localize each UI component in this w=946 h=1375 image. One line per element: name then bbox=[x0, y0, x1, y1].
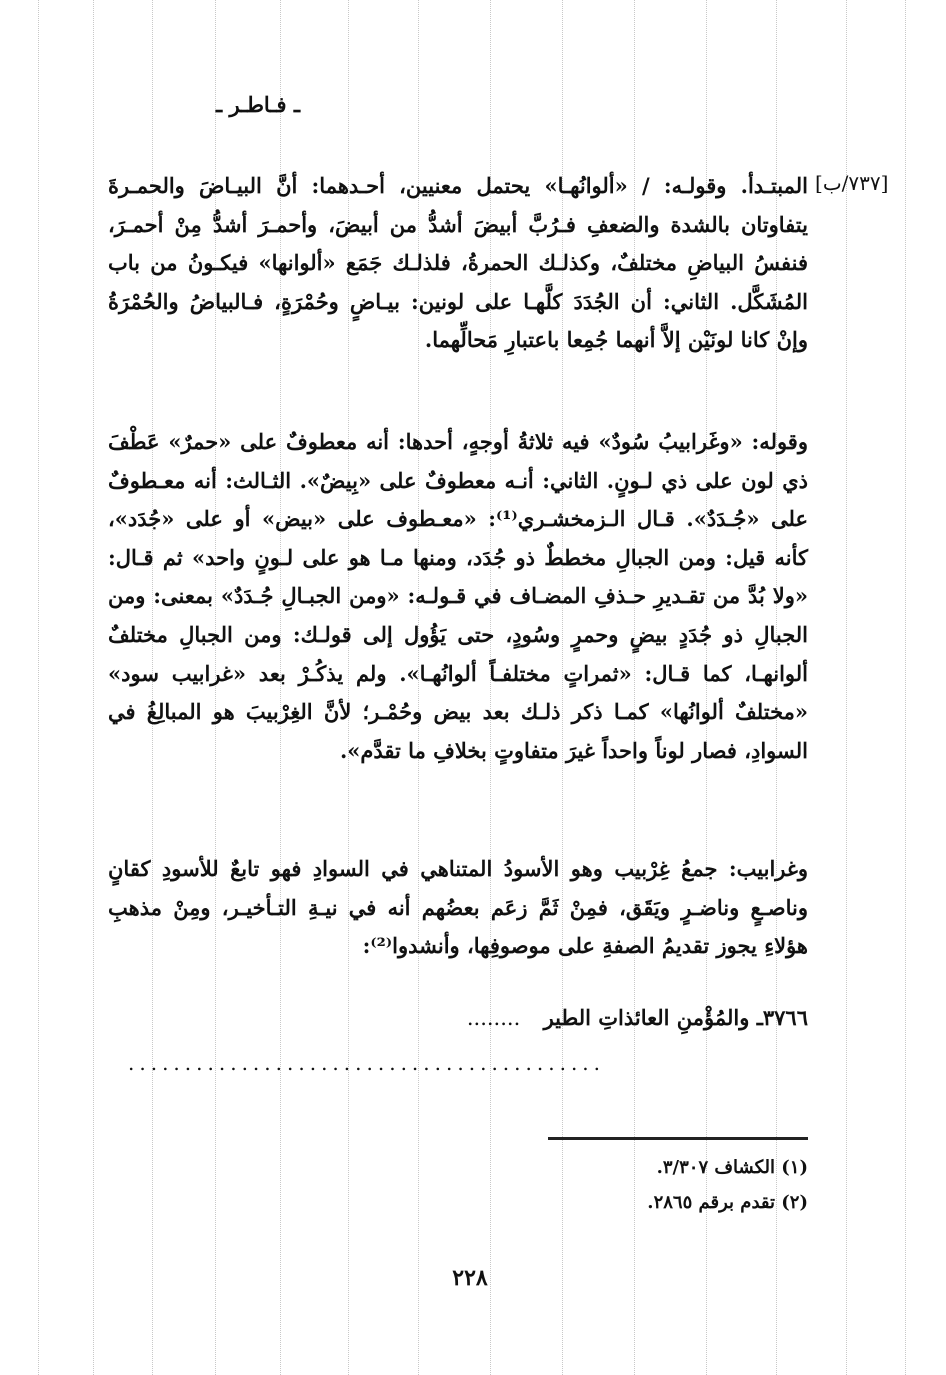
verse-number: ٣٧٦٦ـ bbox=[756, 1005, 808, 1030]
verse-continuation-dots: .......................................... bbox=[128, 1051, 606, 1075]
background-grid-line bbox=[93, 0, 94, 1375]
footnote-separator bbox=[548, 1137, 808, 1140]
running-header: ـ فـاطـر ـ bbox=[216, 92, 300, 117]
paragraph: وقوله: «وغَرابيبُ سُودٌ» فيه ثلاثةُ أوجهٍ، أحدها: أنه معطوفٌ على «حمرٌ» عَطْفَ ذي لون على ذي لـونٍ. الثاني: أنـه معطوفٌ على «بِيضٌ». الثـالث: أنه معـطوفٌ على «جُـدَدٌ». قـال الـزمخشـري⁽¹⁾: «معـطوف على «بيض» أو على «جُدَد»، كأنه قيل: ومن الجبالِ مخططٌ ذو جُدَد، ومنها مـا هو على لـونٍ واحد» ثم قـال: «ولا بُدَّ من تقـديرِ حـذفِ المضـاف في قـولـه: «ومن الجبـالِ جُـدَدٌ» بمعنى: ومن الجبالِ ذو جُدَدٍ بيضٍ وحمرٍ وسُودٍ، حتى يَؤُول إلى قولـك: ومن الجبالِ مختلفٌ ألوانهـا، كما قـال: «ثمراتٍ مختلفـاً ألوانُهـا». ولم يذكُـرْ بعد «غرابيب سود» «مختلفٌ ألوانُها» كمـا ذكر ذلـك بعد بيض وحُمْـر؛ لأنَّ الغِرْبيبَ هو المبالِغُ في السوادِ، فصار لوناً واحداً غيرَ متفاوتٍ بخلافِ ما تقدَّم». bbox=[108, 429, 808, 763]
background-grid-line bbox=[38, 0, 39, 1375]
paragraph: المبتـدأ. وقولـه: / «ألوانُهـا» يحتمل معنيين، أحـدهما: أنَّ البيـاضَ والحمـرةَ يتفاوتان بالشدة والضعفِ فـرُبَّ أبيضَ أشدُّ من أبيضَ، وأحمـرَ أشدُّ مِنْ أحمـرَ، فنفسُ البياضِ مختلفٌ، وكذلـك الحمرةُ، فلذلـك جَمَع «ألوانها» فيكـونُ من باب المُشَكَّل. الثاني: أن الجُدَدَ كلَّهـا على لونين: بيـاضٍ وحُمْرَةٍ، فـالبياضُ والحُمْرَةُ وإنْ كانا لونَيْن إلاَّ أنهما جُمِعا باعتبارِ مَحالِّهما. bbox=[108, 173, 808, 353]
background-grid-line bbox=[905, 0, 906, 1375]
verse-ellipsis: ........ bbox=[466, 1006, 521, 1030]
footnote: (٢) تقدم برقم ٢٨٦٥. bbox=[647, 1192, 808, 1213]
verse-text: والمُؤْمنِ العائذاتِ الطير bbox=[543, 1005, 750, 1030]
footnotes bbox=[400, 1150, 808, 1220]
page-number: ٢٢٨ bbox=[452, 1265, 488, 1291]
paragraph: وغرابيب: جمعُ غِرْبيب وهو الأسودُ المتناهي في السوادِ فهو تابعٌ للأسودِ كقانٍ وناصـعٍ وناضـرٍ ويَقَق، فمِنْ ثَمَّ زعَم بعضُهم أنه في نيـةِ التـأخيـر، ومِنْ مذهبِ هؤلاءِ يجوز تقديمُ الصفةِ على موصوفِها، وأنشدوا⁽²⁾: bbox=[108, 856, 808, 959]
background-grid-line bbox=[846, 0, 847, 1375]
footnote: (١) الكشاف ٣/٣٠٧. bbox=[656, 1157, 808, 1178]
manuscript-folio-reference: [٧٣٧/ب] bbox=[815, 171, 889, 195]
verse-line bbox=[108, 999, 808, 1037]
